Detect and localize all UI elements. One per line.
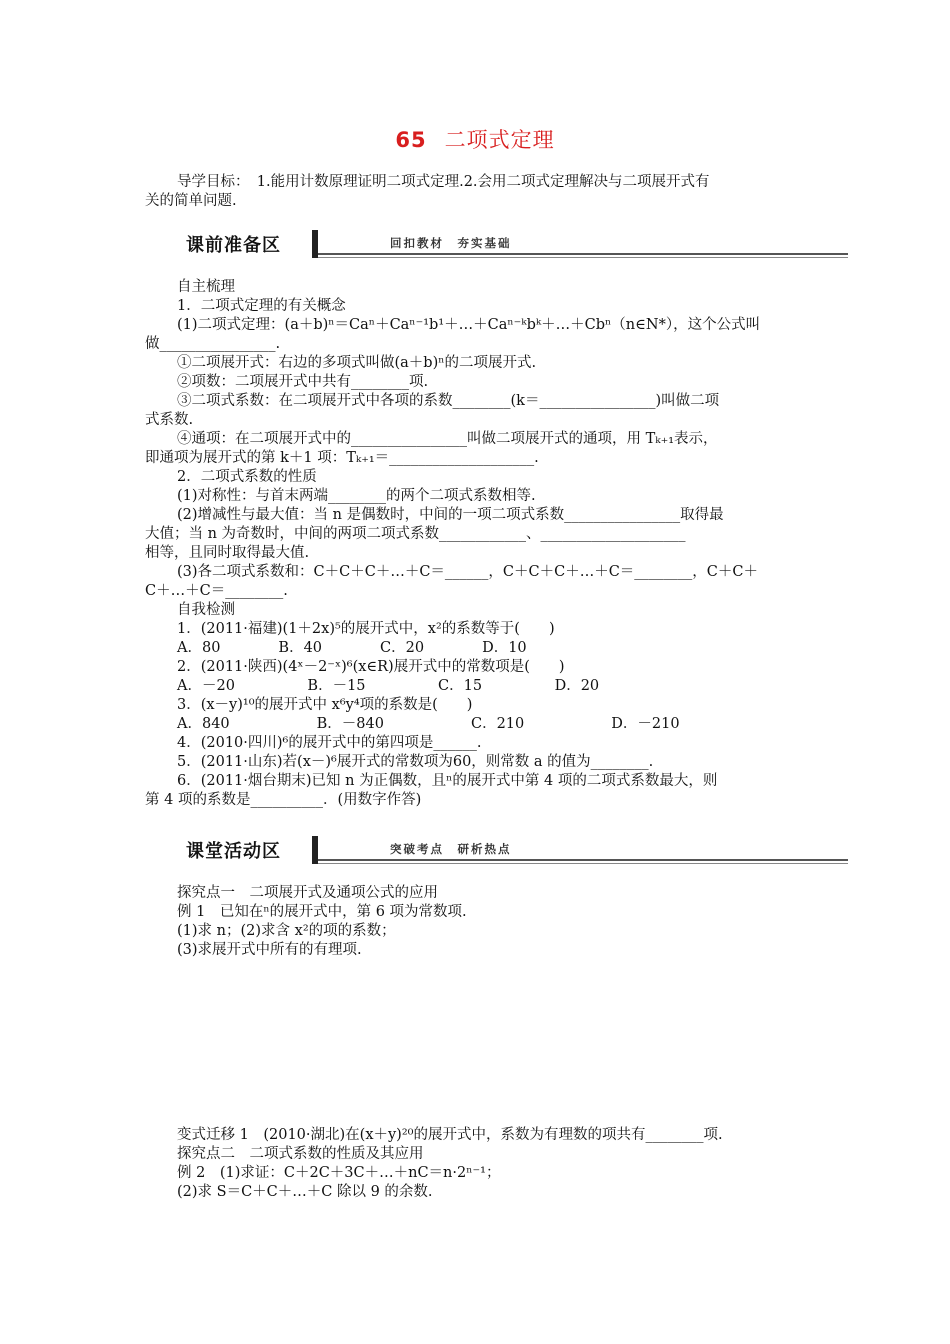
question-2: 2．(2011·陕西)(4ˣ－2⁻ˣ)⁶(x∈R)展开式中的常数项是( ) [177, 659, 565, 675]
banner-title: 课堂活动区 [186, 841, 281, 862]
example-1: 例 1 已知在ⁿ的展开式中，第 6 项为常数项. [177, 904, 467, 920]
banner-subtitle: 回扣教材 夯实基础 [390, 236, 512, 250]
concept-heading: 1．二项式定理的有关概念 [177, 298, 346, 314]
question-3-options: A．840 B．－840 C．210 D．－210 [177, 716, 680, 732]
item-binomial-coeff: ③二项式系数：在二项展开式中各项的系数________(k＝________________)叫做二项 [177, 393, 720, 409]
heading-self-check: 自我检测 [177, 602, 235, 618]
example-1-part-2: (3)求展开式中所有的有理项. [177, 942, 362, 958]
question-6: 6．(2011·烟台期末)已知 n 为正偶数，且ⁿ的展开式中第 4 项的二项式系数最大，则 [177, 773, 718, 789]
item-general-term-cont: 即通项为展开式的第 k＋1 项：Tₖ₊₁＝____________________. [145, 450, 539, 466]
theorem-line: (1)二项式定理：(a＋b)ⁿ＝Caⁿ＋Caⁿ⁻¹b¹＋…＋Caⁿ⁻ᵏbᵏ＋…＋Cbⁿ（n∈N*），这个公式叫 [177, 317, 761, 333]
property-max-end: 相等，且同时取得最大值. [145, 545, 310, 561]
learning-goals: 导学目标： 1.能用计数原理证明二项式定理.2.会用二项式定理解决与二项展开式有 [177, 174, 710, 190]
question-4: 4．(2010·四川)⁶的展开式中的第四项是______. [177, 735, 482, 751]
item-binomial-coeff-cont: 式系数. [145, 412, 194, 428]
lesson-number: 65 [395, 128, 427, 152]
item-expansion: ①二项展开式：右边的多项式叫做(a＋b)ⁿ的二项展开式. [177, 355, 537, 371]
property-sum: (3)各二项式系数和：C＋C＋C＋…＋C＝______，C＋C＋C＋…＋C＝________，C＋C＋ [177, 564, 758, 580]
property-max-cont: 大值；当 n 为奇数时，中间的两项二项式系数____________、____________________ [145, 526, 686, 542]
question-2-options: A．－20 B．－15 C．15 D．20 [177, 678, 600, 694]
property-sum-cont: C＋…＋C＝________. [145, 583, 288, 599]
question-3: 3．(x－y)¹⁰的展开式中 x⁶y⁴项的系数是( ) [177, 697, 473, 713]
property-symmetry: (1)对称性：与首末两端________的两个二项式系数相等. [177, 488, 536, 504]
lesson-title: 二项式定理 [444, 128, 555, 152]
item-term-count: ②项数：二项展开式中共有________项. [177, 374, 429, 390]
section-banner-prep [178, 230, 848, 258]
property-max: (2)增减性与最大值：当 n 是偶数时，中间的一项二项式系数________________取得最 [177, 507, 724, 523]
question-1: 1．(2011·福建)(1＋2x)⁵的展开式中，x²的系数等于( ) [177, 621, 555, 637]
properties-heading: 2．二项式系数的性质 [177, 469, 317, 485]
example-1-part-1: (1)求 n；(2)求含 x²的项的系数； [177, 923, 396, 939]
banner-title: 课前准备区 [186, 235, 281, 256]
heading-self-review: 自主梳理 [177, 279, 235, 295]
theorem-blank: 做________________. [145, 336, 281, 352]
example-2: 例 2 (1)求证：C＋2C＋3C＋…＋nC＝n·2ⁿ⁻¹； [177, 1165, 501, 1181]
question-6-cont: 第 4 项的系数是__________．(用数字作答) [145, 792, 422, 808]
example-2-part-2: (2)求 S＝C＋C＋…＋C 除以 9 的余数. [177, 1184, 433, 1200]
section-banner-class [178, 836, 848, 864]
question-5: 5．(2011·山东)若(x－)⁶展开式的常数项为60，则常数 a 的值为________. [177, 754, 654, 770]
explore-point-2: 探究点二 二项式系数的性质及其应用 [177, 1146, 424, 1162]
variant-1: 变式迁移 1 (2010·湖北)在(x＋y)²⁰的展开式中，系数为有理数的项共有________项. [177, 1127, 723, 1143]
learning-goals-cont: 关的简单问题. [145, 193, 237, 209]
banner-subtitle: 突破考点 研析热点 [390, 842, 512, 856]
question-1-options: A．80 B．40 C．20 D．10 [177, 640, 527, 656]
page-title [0, 124, 950, 154]
explore-point-1: 探究点一 二项展开式及通项公式的应用 [177, 885, 438, 901]
item-general-term: ④通项：在二项展开式中的________________叫做二项展开式的通项，用 Tₖ₊₁表示， [177, 431, 718, 447]
